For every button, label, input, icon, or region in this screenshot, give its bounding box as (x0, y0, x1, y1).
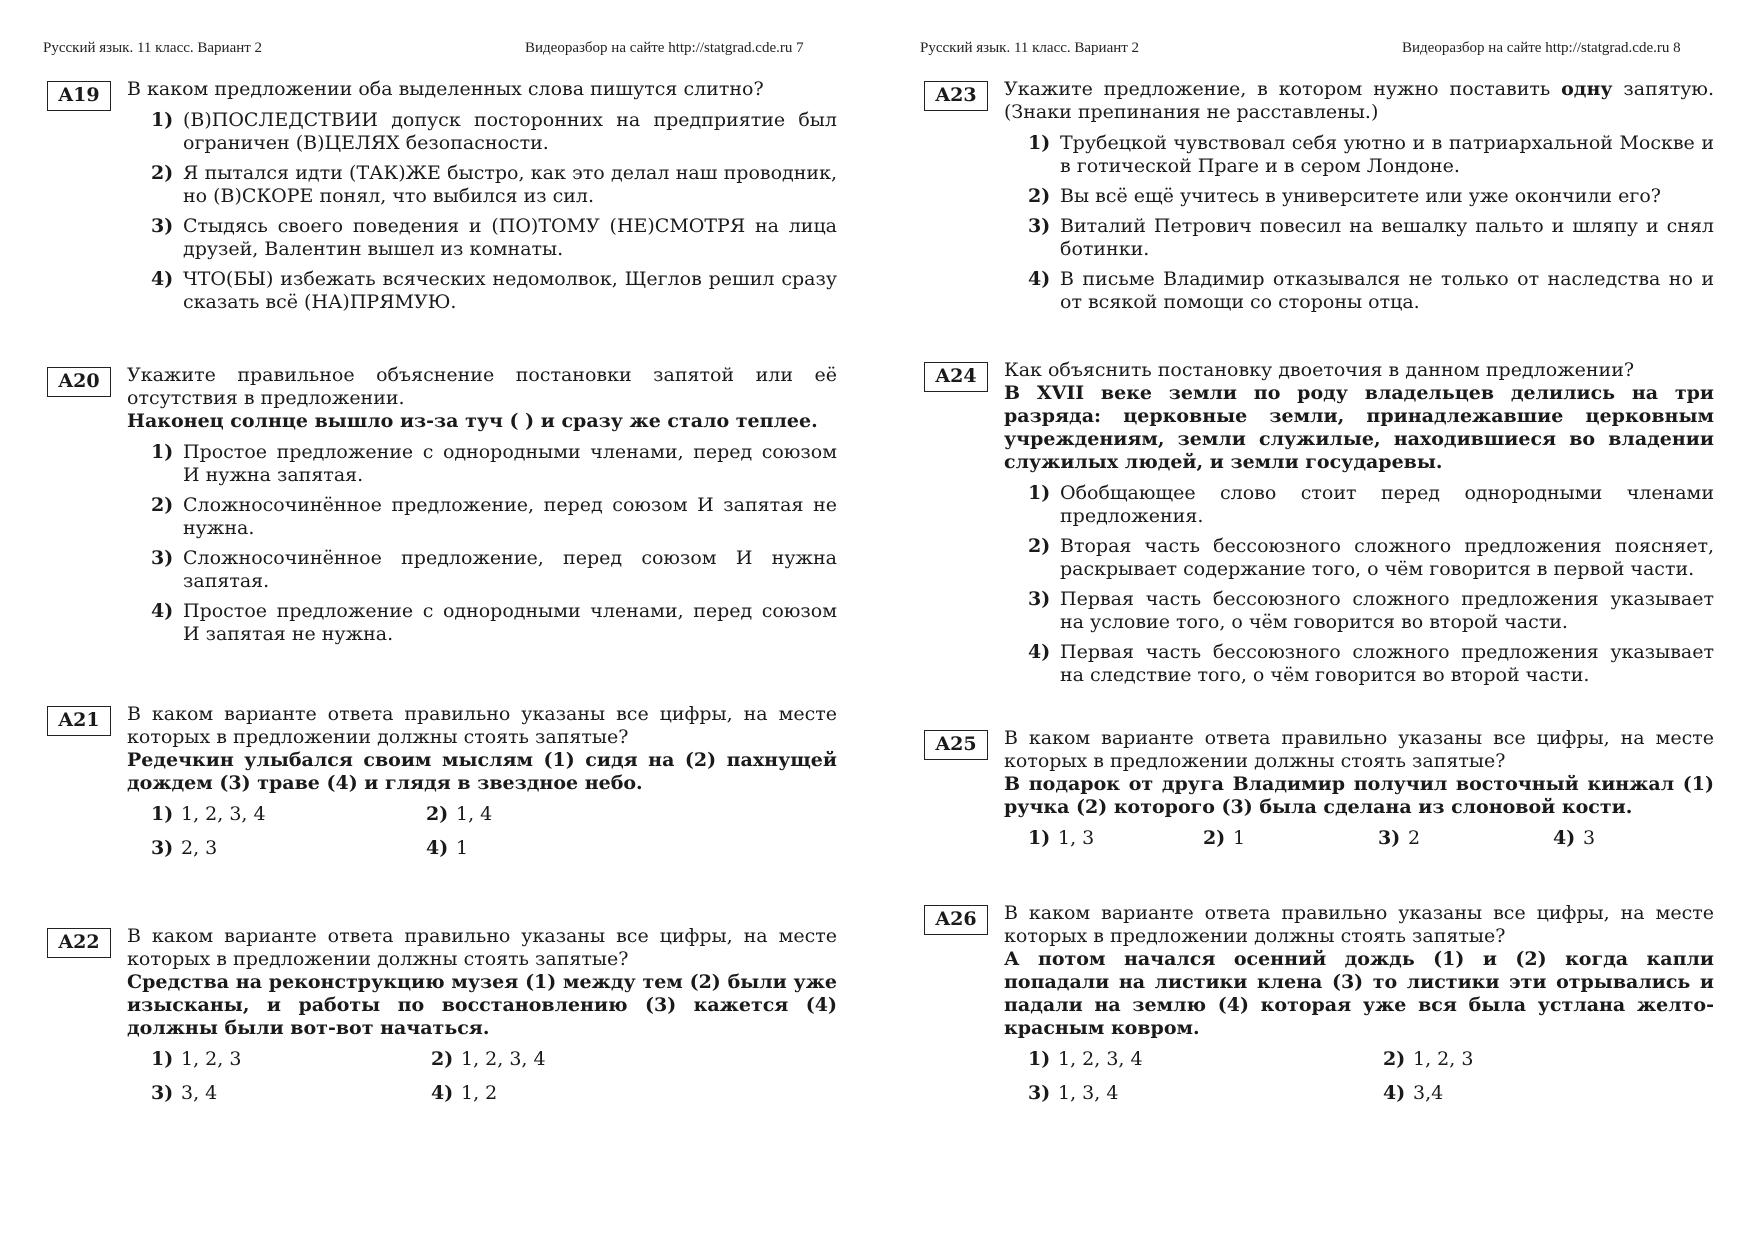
option-number: 2) (1028, 185, 1051, 207)
option-number: 4) (1383, 1082, 1406, 1104)
task-sentence: Средства на реконструкцию музея (1) между тем (2) были уже изысканы, и работы по восстановлению (3) кажется (4) должны были вот-вот начаться. (127, 971, 837, 1039)
answer-option[interactable] (151, 162, 837, 208)
option-text: 2, 3 (181, 837, 218, 859)
task-a25 (924, 727, 1714, 858)
option-number: 3) (1378, 827, 1401, 849)
option-text: Вы всё ещё учитесь в университете или уже окончили его? (1060, 185, 1661, 207)
answer-option[interactable] (426, 837, 701, 860)
task-sentence: В подарок от друга Владимир получил восточный кинжал (1) ручка (2) которого (3) была сделана из слоновой кости. (1004, 773, 1714, 818)
task-question: В каком предложении оба выделенных слова пишутся слитно? (127, 78, 764, 100)
option-text: Обобщающее слово стоит перед однородными членами предложения. (1060, 482, 1714, 527)
option-number: 1) (151, 441, 174, 463)
task-sentence: Наконец солнце вышло из-за туч ( ) и сразу же стало теплее. (127, 410, 818, 432)
answer-option[interactable] (1028, 1048, 1383, 1071)
option-number: 3) (1028, 1082, 1051, 1104)
answer-option[interactable] (151, 547, 837, 593)
right-page (877, 0, 1754, 1239)
option-text: 1, 2, 3, 4 (461, 1048, 546, 1070)
task-number: A25 (924, 730, 988, 760)
option-number: 1) (1028, 132, 1051, 154)
option-number: 1) (1028, 1048, 1051, 1070)
option-text: (В)ПОСЛЕДСТВИИ допуск посторонних на предприятие был ограничен (В)ЦЕЛЯХ безопасности. (183, 109, 837, 154)
task-number: A21 (47, 706, 111, 736)
option-text: 1, 2, 3 (181, 1048, 242, 1070)
option-number: 3) (1028, 215, 1051, 237)
option-number: 2) (1028, 535, 1051, 557)
page-header-left: Русский язык. 11 класс. Вариант 2 (43, 40, 263, 56)
option-number: 4) (151, 600, 174, 622)
answer-option[interactable] (151, 1082, 431, 1105)
answer-option[interactable] (151, 215, 837, 261)
option-number: 1) (151, 803, 174, 825)
option-number: 2) (426, 803, 449, 825)
option-text: 1, 2 (461, 1082, 498, 1104)
answer-option[interactable] (431, 1048, 711, 1071)
option-text: 3 (1583, 827, 1596, 849)
option-text: Сложносочинённое предложение, перед союзом И запятая не нужна. (183, 494, 837, 539)
option-number: 4) (151, 268, 174, 290)
task-a20 (47, 364, 837, 653)
option-text: Первая часть бессоюзного сложного предложения указывает на следствие того, о чём говорится во второй части. (1060, 641, 1714, 686)
page-header-right: Видеоразбор на сайте http://statgrad.cde.ru 7 (525, 40, 804, 56)
option-number: 4) (1553, 827, 1576, 849)
option-text: Виталий Петрович повесил на вешалку пальто и шляпу и снял ботинки. (1060, 215, 1714, 260)
option-number: 4) (426, 837, 449, 859)
task-a23 (924, 78, 1714, 321)
task-question: Укажите предложение, в котором нужно поставить одну запятую. (Знаки препинания не расставлены.) (1004, 78, 1714, 123)
option-text: Первая часть бессоюзного сложного предложения указывает на условие того, о чём говорится во второй части. (1060, 588, 1714, 633)
option-text: Трубецкой чувствовал себя уютно и в патриархальной Москве и в готической Праге и в сером Лондоне. (1060, 132, 1714, 177)
answer-option[interactable] (151, 1048, 431, 1071)
option-number: 4) (1028, 641, 1051, 663)
answer-option[interactable] (426, 803, 701, 826)
answer-option[interactable] (151, 803, 426, 826)
option-text: Простое предложение с однородными членами, перед союзом И запятая не нужна. (183, 600, 837, 645)
task-number: A19 (47, 81, 111, 111)
option-number: 1) (151, 1048, 174, 1070)
option-text: 3,4 (1413, 1082, 1444, 1104)
page-header-left: Русский язык. 11 класс. Вариант 2 (920, 40, 1140, 56)
answer-option[interactable] (1028, 215, 1714, 261)
option-text: 1, 4 (456, 803, 493, 825)
task-a24 (924, 359, 1714, 694)
option-text: 3, 4 (181, 1082, 218, 1104)
option-text: Я пытался идти (ТАК)ЖЕ быстро, как это делал наш проводник, но (В)СКОРЕ понял, что выбился из сил. (183, 162, 837, 207)
option-number: 1) (1028, 482, 1051, 504)
option-text: 1, 2, 3, 4 (181, 803, 266, 825)
option-text: В письме Владимир отказывался не только от наследства но и от всякой помощи со стороны отца. (1060, 268, 1714, 313)
answer-option[interactable] (1383, 1082, 1738, 1105)
option-text: ЧТО(БЫ) избежать всяческих недомолвок, Щеглов решил сразу сказать всё (НА)ПРЯМУЮ. (183, 268, 837, 313)
answer-option[interactable] (1383, 1048, 1738, 1071)
answer-option[interactable] (1028, 482, 1714, 528)
option-text: Вторая часть бессоюзного сложного предложения поясняет, раскрывает содержание того, о чём говорится в первой части. (1060, 535, 1714, 580)
answer-option[interactable] (1028, 185, 1714, 208)
page-header-right: Видеоразбор на сайте http://statgrad.cde.ru 8 (1402, 40, 1681, 56)
answer-option[interactable] (1028, 827, 1203, 850)
option-number: 3) (151, 547, 174, 569)
task-question: В каком варианте ответа правильно указаны все цифры, на месте которых в предложении должны стоять запятые? (1004, 902, 1714, 947)
task-number: A24 (924, 362, 988, 392)
answer-option[interactable] (1028, 268, 1714, 314)
option-text: 1, 3 (1058, 827, 1095, 849)
task-a21 (47, 703, 837, 871)
task-number: A20 (47, 367, 111, 397)
answer-option[interactable] (1028, 1082, 1383, 1105)
task-number: A26 (924, 905, 988, 935)
option-number: 2) (431, 1048, 454, 1070)
answer-option[interactable] (151, 441, 837, 487)
task-a19 (47, 78, 837, 321)
answer-option[interactable] (1203, 827, 1378, 850)
option-number: 3) (151, 1082, 174, 1104)
task-a26 (924, 902, 1714, 1116)
option-text: 1, 2, 3, 4 (1058, 1048, 1143, 1070)
option-text: 1 (1233, 827, 1246, 849)
option-text: Стыдясь своего поведения и (ПО)ТОМУ (НЕ)СМОТРЯ на лица друзей, Валентин вышел из комнаты. (183, 215, 837, 260)
answer-option[interactable] (151, 837, 426, 860)
task-number: A22 (47, 928, 111, 958)
option-text: 2 (1408, 827, 1421, 849)
option-number: 2) (1383, 1048, 1406, 1070)
task-sentence: В XVII веке земли по роду владельцев делились на три разряда: церковные земли, принадлежавшие церковным учреждениям, земли служилые, находившиеся во владении служилых людей, и земли государевы. (1004, 382, 1714, 473)
task-question: В каком варианте ответа правильно указаны все цифры, на месте которых в предложении должны стоять запятые? (127, 703, 837, 748)
task-question: В каком варианте ответа правильно указаны все цифры, на месте которых в предложении должны стоять запятые? (1004, 727, 1714, 772)
answer-option[interactable] (1028, 588, 1714, 634)
answer-option[interactable] (151, 268, 837, 314)
answer-option[interactable] (1378, 827, 1553, 850)
option-text: 1, 3, 4 (1058, 1082, 1119, 1104)
option-text: 1 (456, 837, 469, 859)
task-question: Укажите правильное объяснение постановки запятой или её отсутствия в предложении. (127, 364, 837, 409)
option-number: 4) (431, 1082, 454, 1104)
answer-option[interactable] (431, 1082, 711, 1105)
task-sentence: А потом начался осенний дождь (1) и (2) когда капли попадали на листики клена (3) то листики эти отрывались и падали на землю (4) которая уже вся была устлана желто-красным ковром. (1004, 948, 1714, 1039)
answer-option[interactable] (151, 600, 837, 646)
option-text: Простое предложение с однородными членами, перед союзом И нужна запятая. (183, 441, 837, 486)
task-question: Как объяснить постановку двоеточия в данном предложении? (1004, 359, 1635, 381)
answer-option[interactable] (1553, 827, 1728, 850)
option-text: 1, 2, 3 (1413, 1048, 1474, 1070)
option-number: 4) (1028, 268, 1051, 290)
option-number: 1) (1028, 827, 1051, 849)
task-sentence: Редечкин улыбался своим мыслям (1) сидя на (2) пахнущей дождем (3) траве (4) и глядя в звездное небо. (127, 749, 837, 794)
answer-option[interactable] (151, 109, 837, 155)
option-number: 2) (151, 494, 174, 516)
answer-option[interactable] (1028, 535, 1714, 581)
option-number: 3) (151, 215, 174, 237)
answer-option[interactable] (151, 494, 837, 540)
option-number: 1) (151, 109, 174, 131)
option-number: 2) (151, 162, 174, 184)
option-text: Сложносочинённое предложение, перед союзом И нужна запятая. (183, 547, 837, 592)
task-number: A23 (924, 81, 988, 111)
task-question: В каком варианте ответа правильно указаны все цифры, на месте которых в предложении должны стоять запятые? (127, 925, 837, 970)
option-number: 3) (151, 837, 174, 859)
task-a22 (47, 925, 837, 1116)
answer-option[interactable] (1028, 132, 1714, 178)
option-number: 3) (1028, 588, 1051, 610)
answer-option[interactable] (1028, 641, 1714, 687)
option-number: 2) (1203, 827, 1226, 849)
